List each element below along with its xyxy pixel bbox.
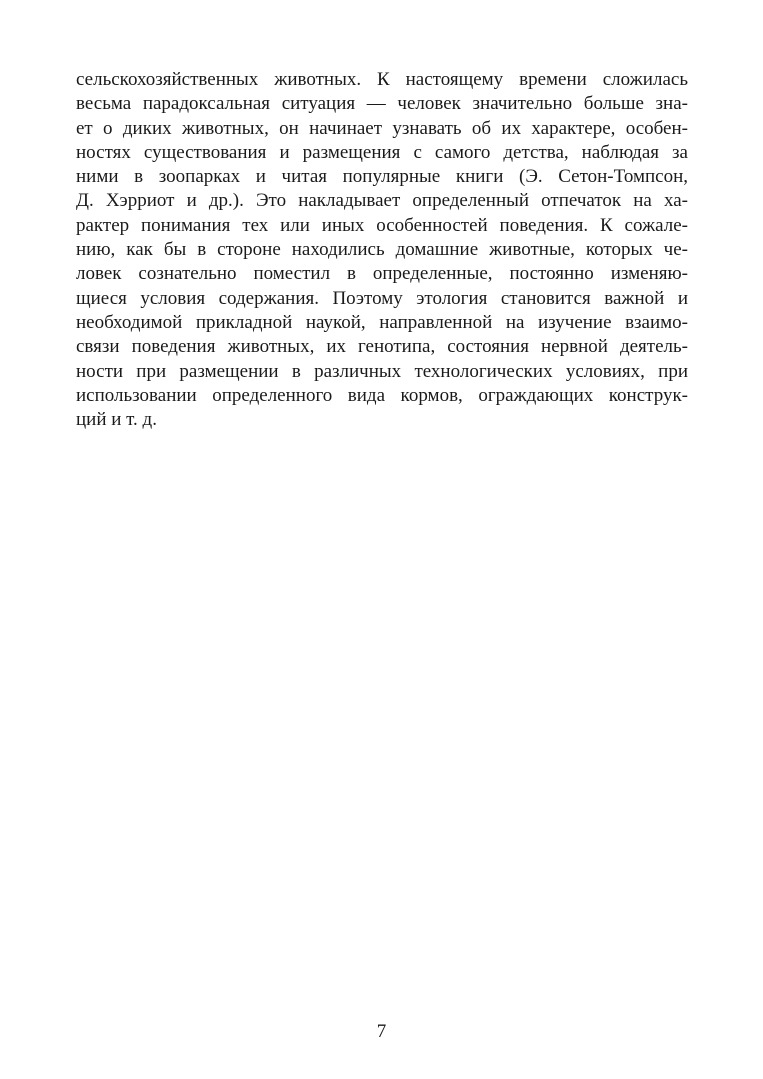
paragraph-line: ними в зоопарках и читая популярные книги (Э. Сетон-Томпсон, (76, 166, 688, 188)
paragraph-line: ловек сознательно поместил в определенные, постоянно изменяю- (76, 263, 688, 285)
paragraph-line: щиеся условия содержания. Поэтому этология становится важной и (76, 287, 688, 309)
paragraph-line: сельскохозяйственных животных. К настоящему времени сложилась (76, 69, 688, 90)
paragraph-line: использовании определенного вида кормов, ограждающих конструк- (76, 384, 688, 406)
body-paragraph (76, 68, 688, 432)
paragraph-line: связи поведения животных, их генотипа, состояния нервной деятель- (76, 336, 688, 358)
paragraph-line: рактер понимания тех или иных особенностей поведения. К сожале- (76, 214, 688, 236)
page-number: 7 (376, 1021, 387, 1042)
paragraph-line: ет о диких животных, он начинает узнавать об их характере, особен- (76, 117, 688, 139)
paragraph-line-last: ций и т. д. (76, 409, 157, 431)
paragraph-line: весьма парадоксальная ситуация — человек значительно больше зна- (76, 93, 688, 115)
paragraph-line: ностях существования и размещения с самого детства, наблюдая за (76, 141, 688, 163)
paragraph-line: необходимой прикладной наукой, направленной на изучение взаимо- (76, 311, 688, 333)
paragraph-line: ности при размещении в различных технологических условиях, при (76, 360, 688, 382)
paragraph-line: Д. Хэрриот и др.). Это накладывает определенный отпечаток на ха- (76, 190, 688, 212)
paragraph-line: нию, как бы в стороне находились домашние животные, которых че- (76, 239, 688, 261)
